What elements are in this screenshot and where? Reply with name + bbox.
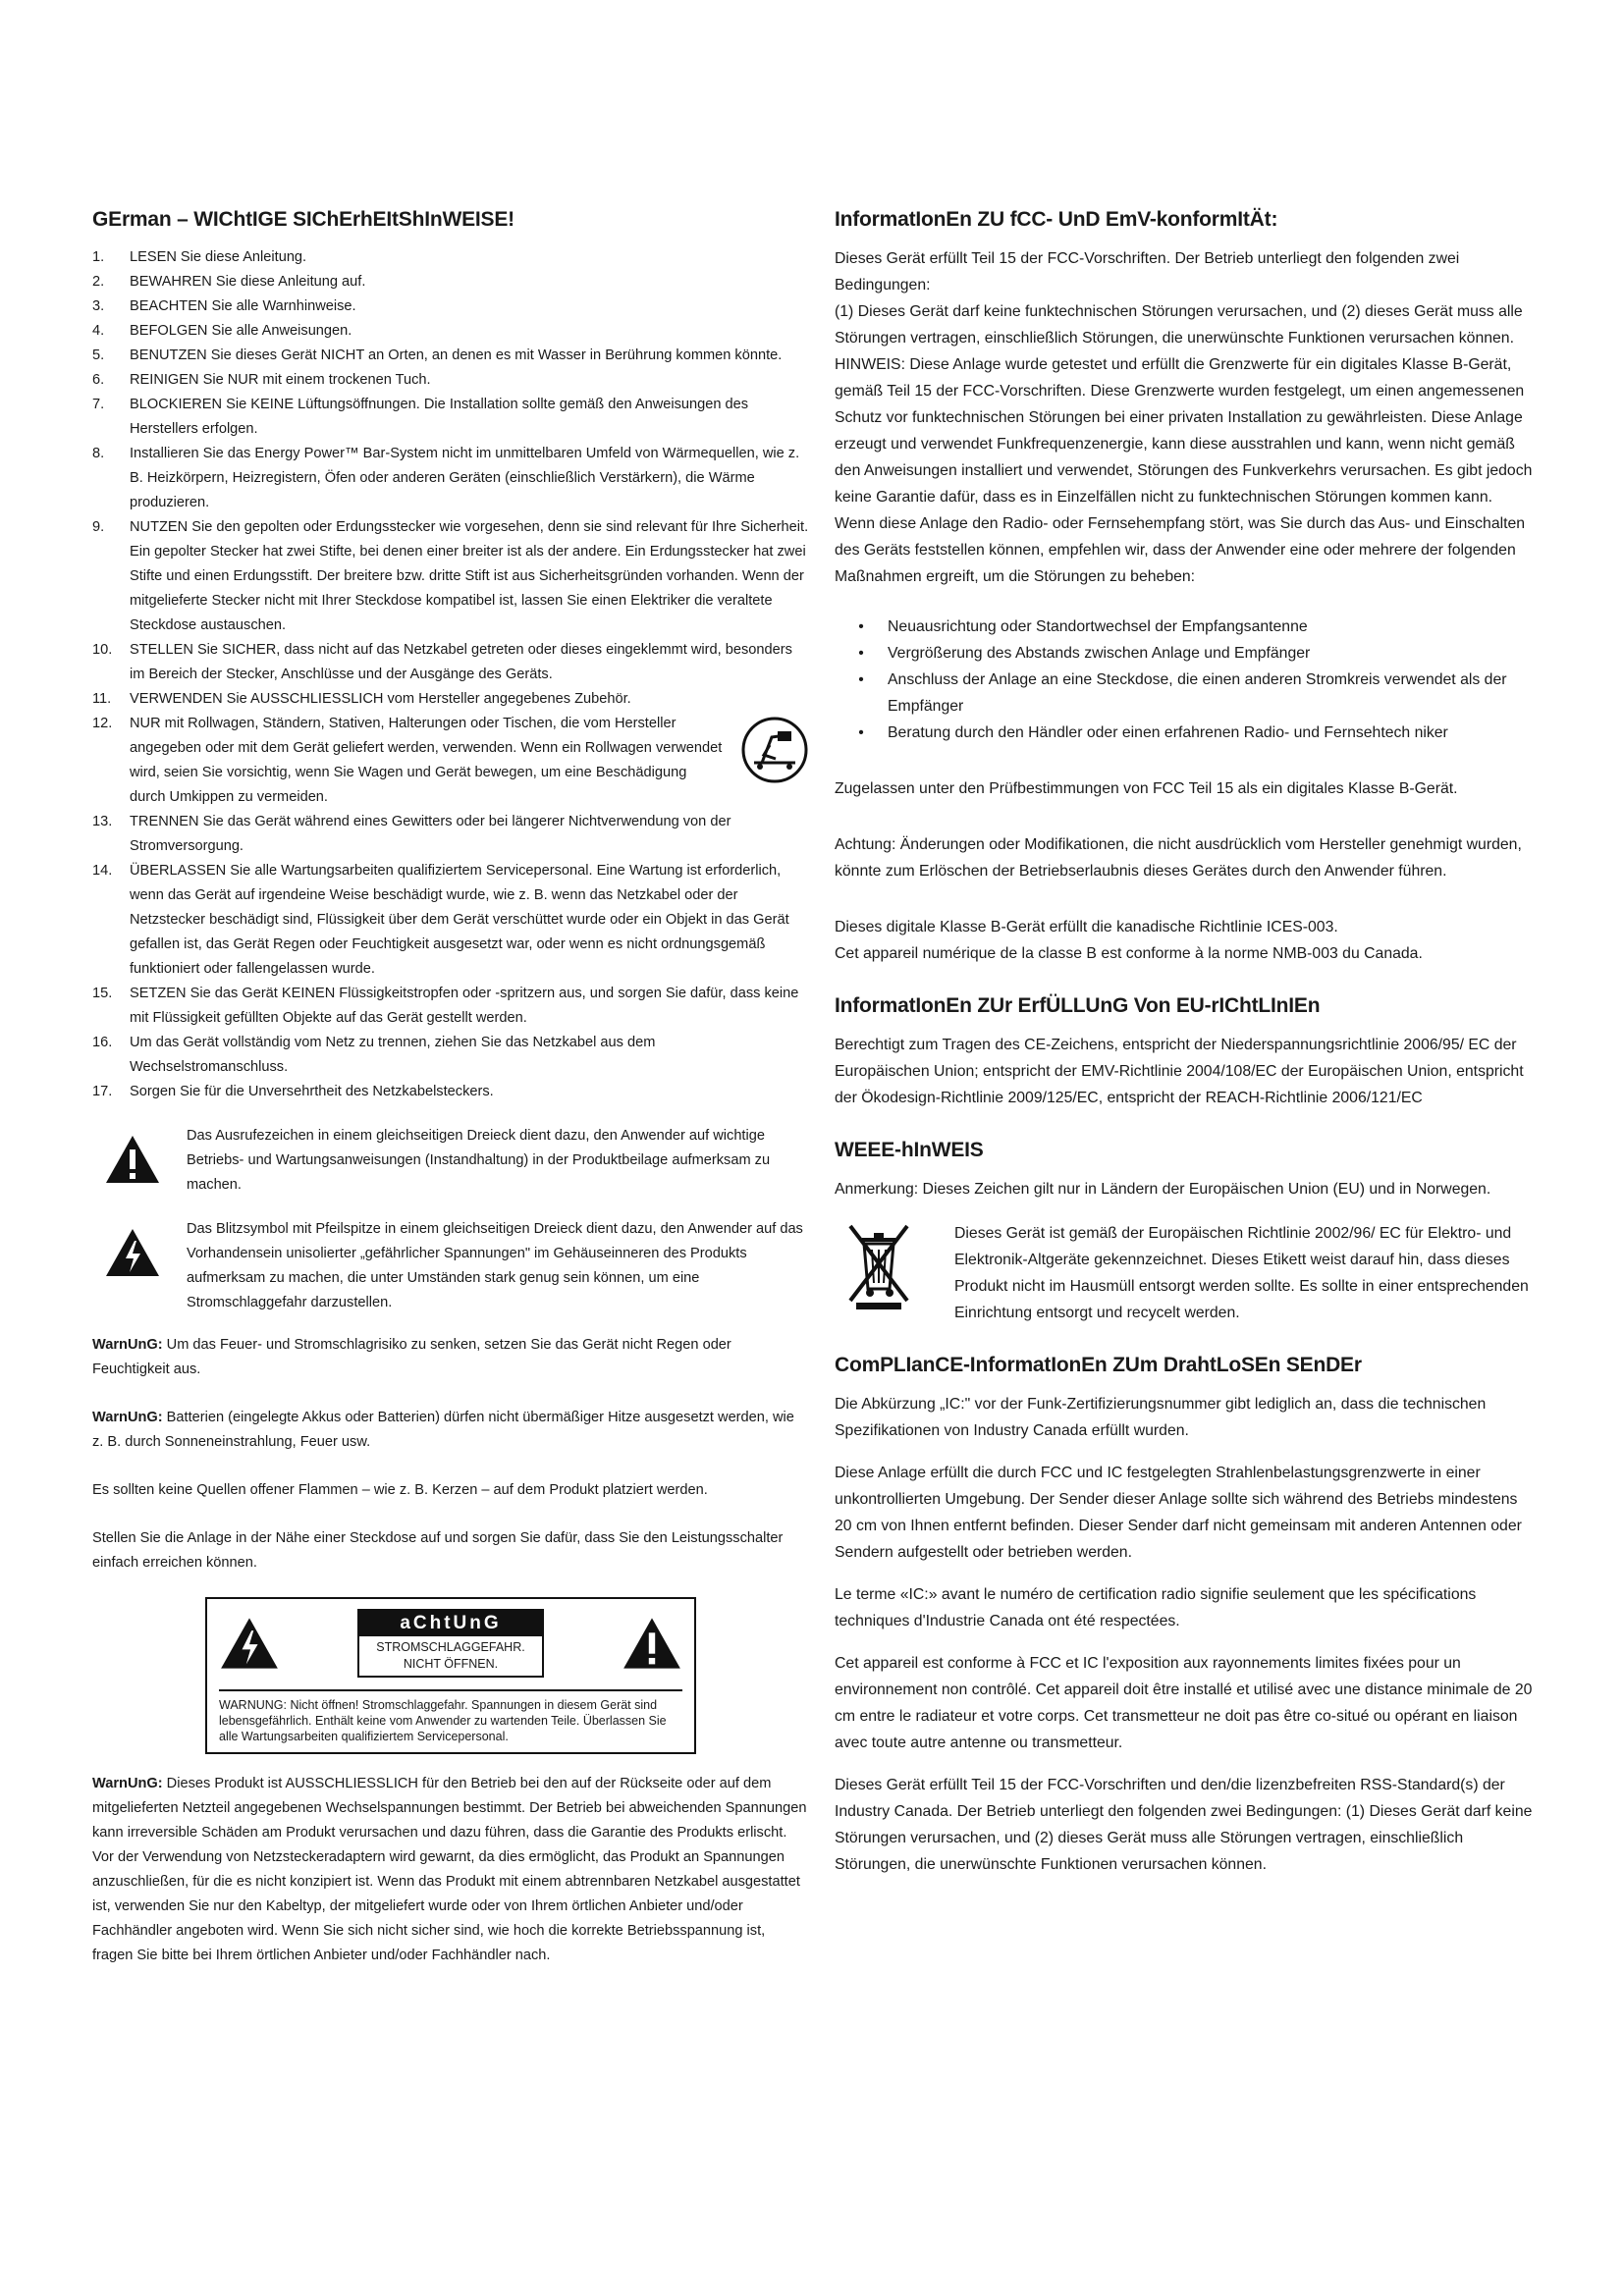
ices-french: Cet appareil numérique de la classe B est conforme à la norme NMB-003 du Canada. bbox=[835, 945, 1423, 962]
wireless-heading: ComPLIanCE-InformatIonEn ZUm DrahtLoSEn SEnDEr bbox=[835, 1354, 1362, 1376]
safety-instructions-list bbox=[92, 245, 809, 1104]
caution-subtitle: STROMSCHLAGGEFAHR. NICHT ÖFFNEN. bbox=[376, 1640, 525, 1671]
list-item: 8. Installieren Sie das Energy Power™ Bar-System nicht im unmittelbaren Umfeld von Wärmequellen, wie z. B. Heizkörpern, Heizregistern, Öfen oder anderen Geräten (einschließlich Verstärkern), die Wärme produzieren. bbox=[92, 446, 800, 510]
list-item: 9. NUTZEN Sie den gepolten oder Erdungsstecker wie vorgesehen, denn sie sind relevant für Ihre Sicherheit. Ein gepolter Stecker hat zwei Stifte, bei denen einer breiter ist als der andere. Ein Erdungsstecker hat zwei Stifte und einen Erdungsstift. Der breitere bzw. dritte Stift ist aus Sicherheitsgründen vorhanden. Wenn der mitgelieferte Stecker nicht mit Ihrer Steckdose kompatibel ist, lassen Sie einen Elektriker die veraltete Steckdose austauschen. bbox=[92, 519, 809, 633]
exclamation-triangle-icon bbox=[104, 1134, 161, 1185]
list-item: 4. BEFOLGEN Sie alle Anweisungen. bbox=[92, 323, 352, 339]
list-item: 6. REINIGEN Sie NUR mit einem trockenen Tuch. bbox=[92, 372, 431, 388]
warning-moisture: WarnUnG: Um das Feuer- und Stromschlagrisiko zu senken, setzen Sie das Gerät nicht Regen oder Feuchtigkeit aus. bbox=[92, 1337, 731, 1377]
list-item: 15. SETZEN Sie das Gerät KEINEN Flüssigkeitstropfen oder -spritzern aus, und sorgen Sie dafür, dass keine mit Flüssigkeit gefüllten Objekte auf das Gerät gestellt werden. bbox=[92, 986, 799, 1026]
list-item: • Neuausrichtung oder Standortwechsel der Empfangsantenne bbox=[858, 618, 1308, 635]
list-item: 16. Um das Gerät vollständig vom Netz zu trennen, ziehen Sie das Netzkabel aus dem Wechselstromanschluss. bbox=[92, 1035, 656, 1075]
list-item: • Beratung durch den Händler oder einen erfahrenen Radio- und Fernsehtech niker bbox=[858, 724, 1448, 741]
fcc-approved: Zugelassen unter den Prüfbestimmungen von FCC Teil 15 als ein digitales Klasse B-Gerät. bbox=[835, 780, 1458, 797]
wireless-paragraph: Le terme «IC:» avant le numéro de certification radio signifie seulement que les spécifications techniques d'Industrie Canada ont été respectées. bbox=[835, 1586, 1477, 1629]
right-column bbox=[835, 208, 1534, 1878]
cart-warning-icon bbox=[740, 716, 809, 784]
list-item: 7. BLOCKIEREN Sie KEINE Lüftungsöffnungen. Die Installation sollte gemäß den Anweisungen des Herstellers erfolgen. bbox=[92, 397, 749, 437]
list-item: 2. BEWAHREN Sie diese Anleitung auf. bbox=[92, 274, 366, 290]
crossed-bin-icon bbox=[844, 1220, 913, 1310]
list-item: 14. ÜBERLASSEN Sie alle Wartungsarbeiten qualifiziertem Servicepersonal. Eine Wartung ist erforderlich, wenn das Gerät auf irgendeine Weise beschädigt wurde, wie z. B. wenn das Netzkabel oder der Netzstecker beschädigt sind, Flüssigkeit über dem Gerät verschüttet wurde oder ein Objekt in das Gerät gefallen ist, das Gerät Regen oder Feuchtigkeit ausgesetzt war, oder wenn es nicht ordnungsgemäß funktioniert oder fallengelassen wurde. bbox=[92, 863, 789, 977]
lightning-symbol-text: Das Blitzsymbol mit Pfeilspitze in einem gleichseitigen Dreieck dient dazu, den Anwender auf das Vorhandensein unisolierter „gefährlicher Spannungen" im Gehäuseinneren des Produkts aufmerksam zu machen, die unter Umständen stark genug sein können, um eine Stromschlaggefahr darzustellen. bbox=[187, 1221, 803, 1310]
lightning-triangle-icon bbox=[104, 1227, 161, 1278]
left-column bbox=[92, 208, 809, 1968]
eu-heading: InformatIonEn ZUr ErfÜLLUnG Von EU-rIChtLInIEn bbox=[835, 994, 1321, 1017]
exclamation-symbol-text: Das Ausrufezeichen in einem gleichseitigen Dreieck dient dazu, den Anwender auf wichtige Betriebs- und Wartungsanweisungen (Instandhaltung) in der Produktbeilage aufmerksam zu machen. bbox=[187, 1128, 771, 1193]
exclamation-triangle-icon bbox=[622, 1616, 682, 1671]
list-item: • Vergrößerung des Abstands zwischen Anlage und Empfänger bbox=[858, 645, 1311, 662]
fcc-heading: InformatIonEn ZU fCC- UnD EmV-konformItÄt: bbox=[835, 208, 1278, 231]
wireless-paragraph: Dieses Gerät erfüllt Teil 15 der FCC-Vorschriften und den/die lizenzbefreiten RSS-Standard(s) der Industry Canada. Der Betrieb unterliegt den folgenden zwei Bedingungen: (1) Dieses Gerät darf keine Störungen verursachen, und (2) dieses Gerät muss alle Störungen vertragen, einschließlich Störungen, die unerwünschte Funktionen verursachen können. bbox=[835, 1777, 1533, 1873]
fcc-note: HINWEIS: Diese Anlage wurde getestet und erfüllt die Grenzwerte für ein digitales Klasse B-Gerät, gemäß Teil 15 der FCC-Vorschriften. Diese Grenzwerte wurden festgelegt, um einen angemessenen Schutz vor funktechnischen Störungen bei einer privaten Installation zu gewährleisten. Diese Anlage erzeugt und verwendet Funkfrequenzenergie, kann diese ausstrahlen und kann, wenn nicht gemäß den Anweisungen installiert und verwendet, Störungen des Funkverkehrs verursachen. Es gibt jedoch keine Garantie dafür, dass es in Einzelfällen nicht zu funktechnischen Störungen kommen kann. Wenn diese Anlage den Radio- oder Fernsehempfang stört, was Sie durch das Aus- und Einschalten des Geräts feststellen können, empfehlen wir, dass der Anwender eine oder mehrere der folgenden Maßnahmen ergreift, um die Störungen zu beheben: bbox=[835, 356, 1533, 585]
wireless-paragraph: Diese Anlage erfüllt die durch FCC und IC festgelegten Strahlenbelastungsgrenzwerte in einer unkontrollierten Umgebung. Der Sender dieser Anlage sollte sich während des Betriebs mindestens 20 cm von Ihnen entfernt befinden. Dieser Sender darf nicht gemeinsam mit anderen Antennen oder Sendern aufgestellt oder betrieben werden. bbox=[835, 1465, 1522, 1561]
eu-text: Berechtigt zum Tragen des CE-Zeichens, entspricht der Niederspannungsrichtlinie 2006/95/ EC der Europäischen Union; entspricht der EMV-Richtlinie 2004/108/EC der Europäischen Union, entspricht der Ökodesign-Richtlinie 2009/125/EC, entspricht der REACH-Richtlinie 2006/121/EC bbox=[835, 1037, 1524, 1106]
fcc-paragraph: Dieses Gerät erfüllt Teil 15 der FCC-Vorschriften. Der Betrieb unterliegt den folgenden zwei Bedingungen: bbox=[835, 250, 1460, 294]
list-item: 11. VERWENDEN Sie AUSSCHLIESSLICH vom Hersteller angegebenes Zubehör. bbox=[92, 691, 631, 707]
lightning-triangle-icon bbox=[219, 1616, 280, 1671]
caution-label bbox=[205, 1597, 696, 1754]
list-item: 5. BENUTZEN Sie dieses Gerät NICHT an Orten, an denen es mit Wasser in Berührung kommen könnte. bbox=[92, 347, 783, 363]
weee-notice bbox=[835, 1220, 1534, 1326]
warning-voltage: WarnUnG: Dieses Produkt ist AUSSCHLIESSLICH für den Betrieb bei den auf der Rückseite oder auf dem mitgelieferten Netzteil angegebenen Wechselspannungen bestimmt. Der Betrieb bei abweichenden Spannungen kann irreversible Schäden am Produkt verursachen und dazu führen, dass die Garantie des Produkts erlischt. Vor der Verwendung von Netzsteckeradaptern wird gewarnt, da dies ermöglicht, das Produkt an Spannungen anzuschließen, für die es nicht konzipiert ist. Wenn das Produkt mit einem abtrennbaren Netzkabel ausgestattet ist, verwenden Sie nur den Kabeltyp, der mitgeliefert wurde oder von Ihrem örtlichen Anbieter und/oder Fachhändler angeboten wird. Wenn Sie sich nicht sicher sind, wie hoch die korrekte Betriebsspannung ist, fragen Sie bitte bei Ihrem örtlichen Anbieter und/oder Fachhändler nach. bbox=[92, 1776, 807, 1963]
interference-measures-list bbox=[835, 614, 1534, 746]
wireless-paragraph: Die Abkürzung „IC:" vor der Funk-Zertifizierungsnummer gibt lediglich an, dass die technischen Spezifikationen von Industry Canada erfüllt wurden. bbox=[835, 1396, 1487, 1439]
placement-note: Stellen Sie die Anlage in der Nähe einer Steckdose auf und sorgen Sie dafür, dass Sie den Leistungsschalter einfach erreichen können. bbox=[92, 1530, 784, 1571]
lightning-symbol-note bbox=[92, 1217, 809, 1315]
list-item: 12. NUR mit Rollwagen, Ständern, Stativen, Halterungen oder Tischen, die vom Hersteller angegeben oder mit dem Gerät geliefert werden, verwenden. Wenn ein Rollwagen verwendet wird, seien Sie vorsichtig, wenn Sie Wagen und Gerät bewegen, um eine Beschädigung durch Umkippen zu vermeiden. bbox=[92, 712, 809, 810]
fcc-caution: Achtung: Änderungen oder Modifikationen, die nicht ausdrücklich vom Hersteller genehmigt wurden, könnte zum Erlöschen der Betriebserlaubnis dieses Gerätes durch den Anwender führen. bbox=[835, 836, 1522, 880]
list-item: 13. TRENNEN Sie das Gerät während eines Gewitters oder bei längerer Nichtverwendung von der Stromversorgung. bbox=[92, 814, 731, 854]
caution-warning-text: WARNUNG: Nicht öffnen! Stromschlaggefahr. Spannungen in diesem Gerät sind lebensgefährlich. Enthält keine vom Anwender zu wartenden Teile. Überlassen Sie alle Wartungsarbeiten qualifiziertem Servicepersonal. bbox=[219, 1689, 682, 1744]
list-item: • Anschluss der Anlage an eine Steckdose, die einen anderen Stromkreis verwendet als der Empfänger bbox=[858, 671, 1507, 715]
list-item: 1. LESEN Sie diese Anleitung. bbox=[92, 249, 307, 265]
warning-batteries: WarnUnG: Batterien (eingelegte Akkus oder Batterien) dürfen nicht übermäßiger Hitze ausgesetzt werden, wie z. B. durch Sonneneinstrahlung, Feuer usw. bbox=[92, 1410, 794, 1450]
list-item: 3. BEACHTEN Sie alle Warnhinweise. bbox=[92, 298, 356, 314]
flames-note: Es sollten keine Quellen offener Flammen – wie z. B. Kerzen – auf dem Produkt platziert werden. bbox=[92, 1482, 708, 1498]
caution-title: aChtUnG bbox=[359, 1611, 542, 1636]
wireless-paragraph: Cet appareil est conforme à FCC et IC l'exposition aux rayonnements limites fixées pour un environnement non contrôlé. Cet appareil doit être installé et utilisé avec une distance minimale de 20 cm entre le radiateur et votre corps. Cet transmetteur ne doit pas être co-situé ou opérant en liaison avec toute autre antenne ou transmetteur. bbox=[835, 1655, 1533, 1751]
exclamation-symbol-note bbox=[92, 1124, 809, 1198]
weee-note: Anmerkung: Dieses Zeichen gilt nur in Ländern der Europäischen Union (EU) und in Norwegen. bbox=[835, 1181, 1491, 1198]
ices-german: Dieses digitale Klasse B-Gerät erfüllt die kanadische Richtlinie ICES-003. bbox=[835, 919, 1338, 935]
list-item: 17. Sorgen Sie für die Unversehrtheit des Netzkabelsteckers. bbox=[92, 1084, 494, 1099]
list-item: 10. STELLEN Sie SICHER, dass nicht auf das Netzkabel getreten oder dieses eingeklemmt wird, besonders im Bereich der Stecker, Anschlüsse und der Ausgänge des Geräts. bbox=[92, 642, 792, 682]
safety-heading: GErman – WIChtIGE SIChErhEItShInWEISE! bbox=[92, 208, 514, 231]
weee-text: Dieses Gerät ist gemäß der Europäischen Richtlinie 2002/96/ EC für Elektro- und Elektronik-Altgeräte gekennzeichnet. Dieses Etikett weist darauf hin, dass dieses Produkt nicht im Hausmüll entsorgt werden sollte. Es sollte in einer entsprechenden Einrichtung entsorgt und recycelt werden. bbox=[954, 1225, 1529, 1321]
weee-heading: WEEE-hInWEIS bbox=[835, 1139, 984, 1161]
fcc-paragraph: (1) Dieses Gerät darf keine funktechnischen Störungen verursachen, und (2) dieses Gerät muss alle Störungen vertragen, einschließlich Störungen, die unerwünschte Funktionen verursachen können. bbox=[835, 303, 1523, 347]
